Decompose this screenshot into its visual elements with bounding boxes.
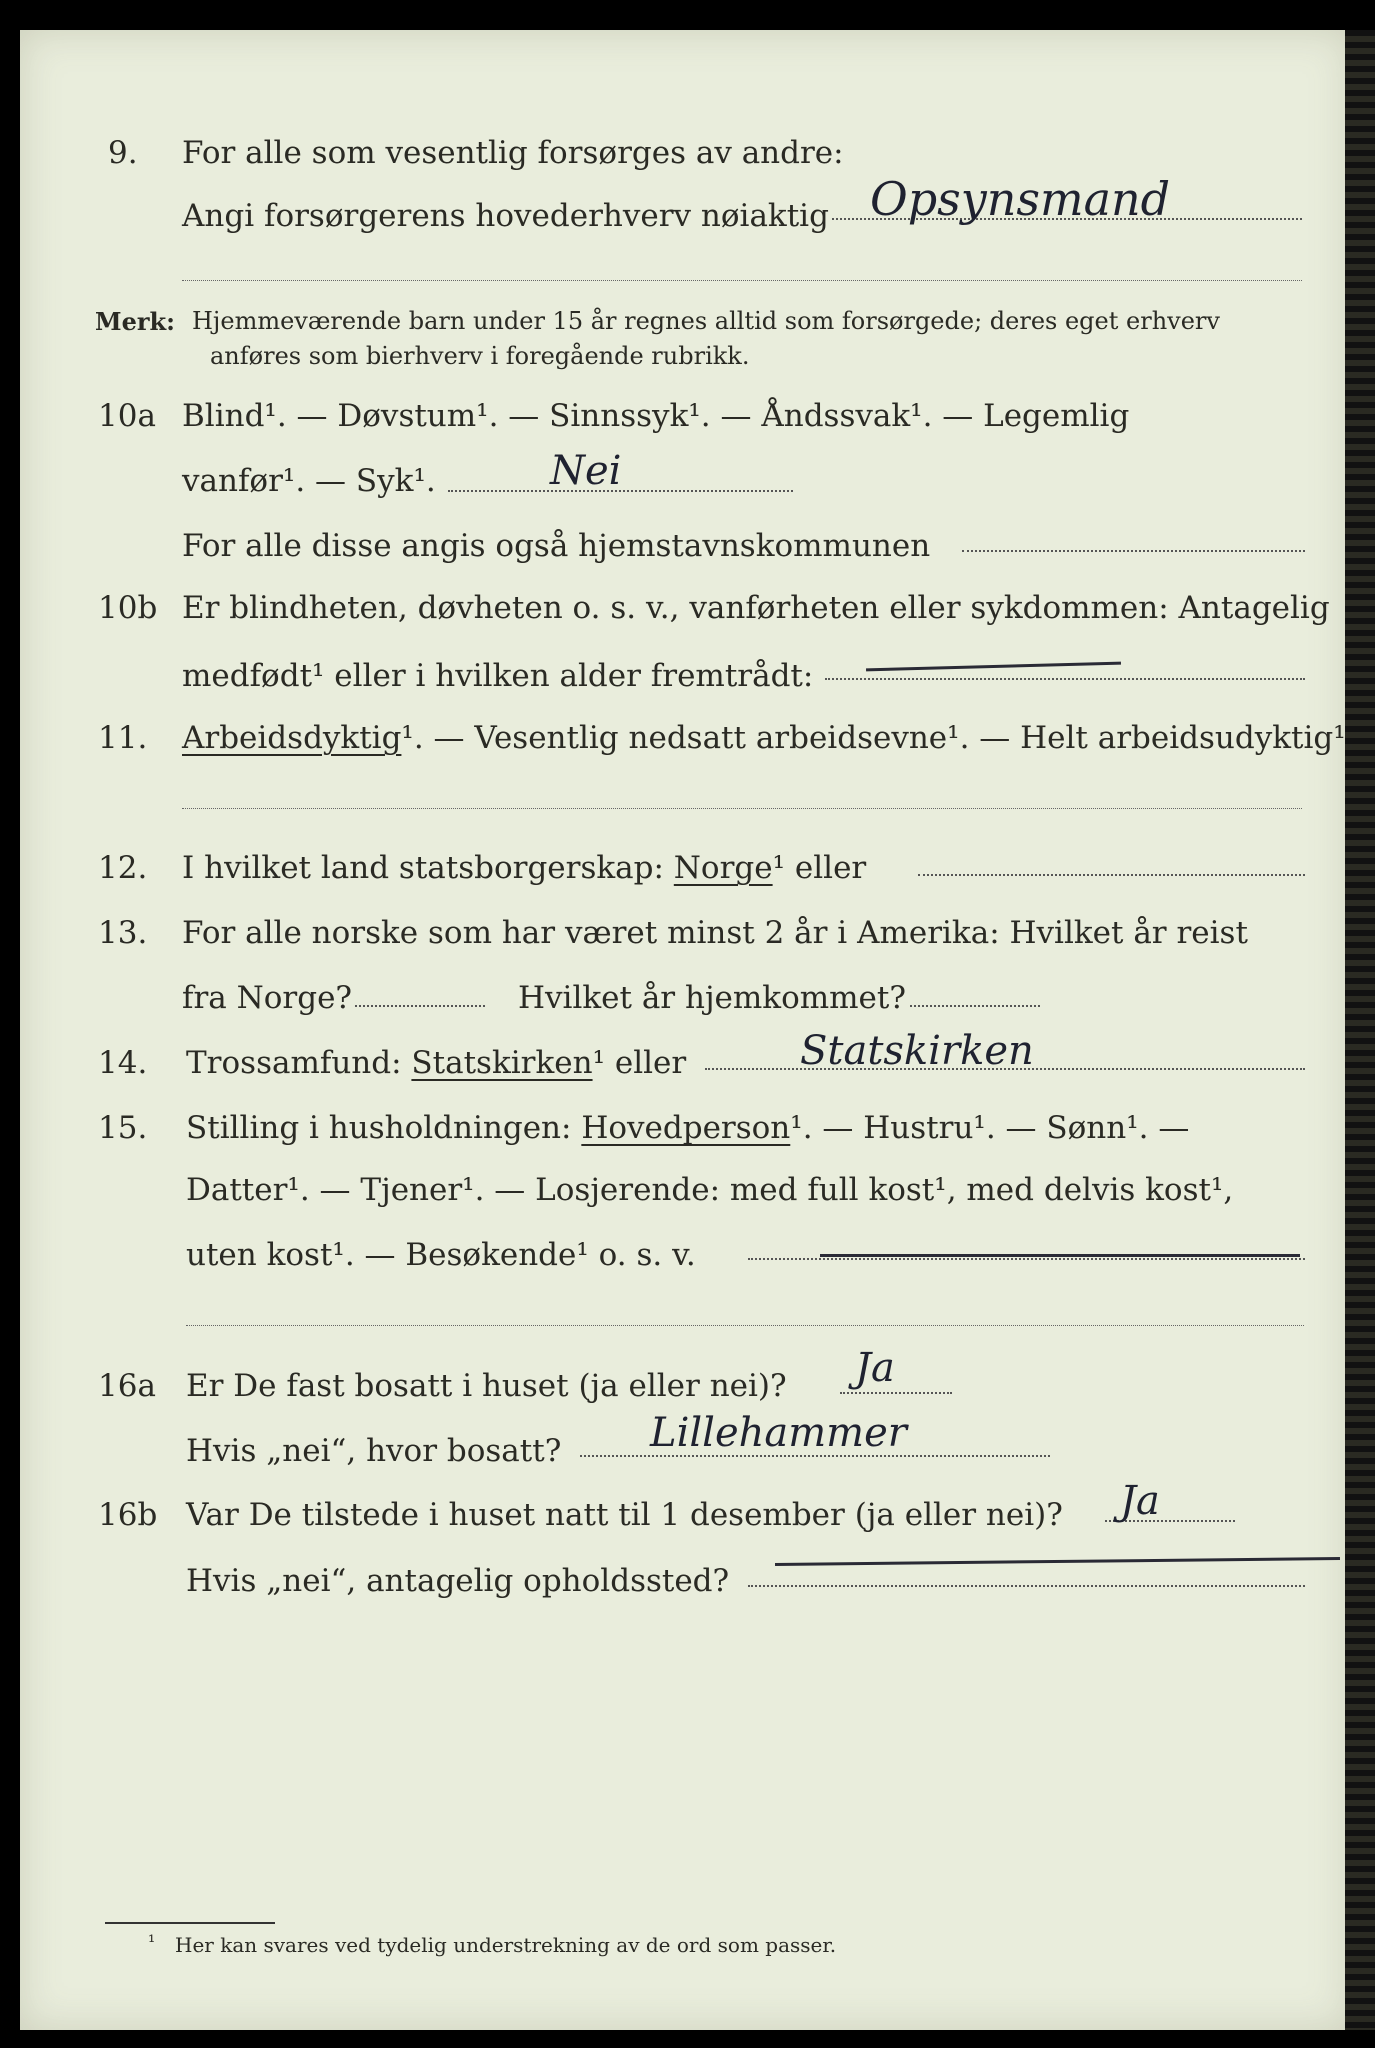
q9-number: 9. [108,135,138,171]
q10b-answer-line [825,678,1305,680]
merk-label: Merk: [95,307,175,336]
q12-question: I hvilket land statsborgerskap: [182,850,664,886]
q10a-number: 10a [98,398,156,434]
footnote-text: Her kan svares ved tydelig understrekning av de ord som passer. [175,1933,837,1957]
q14-number: 14. [98,1045,148,1081]
q11-line [182,720,1356,756]
q9-extra-line [182,280,1302,281]
q16b-answer1: Ja [1120,1478,1160,1524]
q13-hjemkommet-line [910,1005,1040,1007]
q14-answer: Statskirken [800,1028,1034,1074]
q15-hovedperson-underlined: Hovedperson [581,1110,791,1146]
footnote-mark: ¹ [148,1932,156,1953]
q16a-line2: Hvis „nei“, hvor bosatt? [186,1433,562,1469]
page-edge [1345,30,1375,2030]
q12-number: 12. [98,850,148,886]
q16a-line1: Er De fast bosatt i huset (ja eller nei)? [186,1368,787,1404]
q12-norge-underlined: Norge [673,850,773,886]
q16b-number: 16b [98,1497,158,1533]
q9-line1: For alle som vesentlig forsørges av andre: [182,135,844,171]
q12-line [182,850,866,886]
q16b-line2: Hvis „nei“, antagelig opholdssted? [186,1563,730,1599]
q10b-number: 10b [98,590,158,626]
q9-answer: Opsynsmand [870,172,1171,226]
q10a-line1: Blind¹. — Døvstum¹. — Sinnssyk¹. — Åndssvak¹. — Legemlig [182,398,1130,434]
q15-answer-line [748,1258,1305,1260]
q13-reist-line [355,1005,485,1007]
q15-extra-line [186,1325,1304,1326]
q13-line2b: Hvilket år hjemkommet? [518,980,906,1016]
q14-eller: ¹ eller [592,1045,687,1081]
q10b-line1: Er blindheten, døvheten o. s. v., vanførheten eller sykdommen: Antagelig [182,590,1330,626]
merk-line2: anføres som bierhverv i foregående rubrikk. [210,342,750,370]
q16b-line1: Var De tilstede i huset natt til 1 desember (ja eller nei)? [186,1497,1063,1533]
q16a-answer1: Ja [855,1345,895,1391]
q11-rest: ¹. — Vesentlig nedsatt arbeidsevne¹. — Helt arbeidsudyktig¹. [401,720,1356,756]
q13-number: 13. [98,915,148,951]
q10b-line2: medfødt¹ eller i hvilken alder fremtrådt: [182,658,814,694]
q14-label: Trossamfund: [186,1045,402,1081]
q15-line1 [186,1110,1189,1146]
q14-line [186,1045,686,1081]
q11-extra-line [182,808,1302,809]
q16a-answer2: Lillehammer [650,1410,907,1456]
q14-statskirken-underlined: Statskirken [411,1045,593,1081]
q10a-line3-dots [962,550,1305,552]
q9-line2: Angi forsørgerens hovederhverv nøiaktig [182,198,829,234]
q11-arbeidsdyktig-underlined: Arbeidsdyktig [182,720,402,756]
q10a-line3: For alle disse angis også hjemstavnskommunen [182,528,931,564]
q13-line1: For alle norske som har været minst 2 år i Amerika: Hvilket år reist [182,915,1248,951]
q16a-answer1-line [840,1392,952,1394]
q12-eller: ¹ eller [772,850,867,886]
q10a-line2: vanfør¹. — Syk¹. [182,463,436,499]
q15-line2: Datter¹. — Tjener¹. — Losjerende: med full kost¹, med delvis kost¹, [186,1172,1234,1208]
merk-line1: Hjemmeværende barn under 15 år regnes alltid som forsørgede; deres eget erhverv [192,307,1220,335]
q12-answer-line [918,874,1305,876]
q15-label: Stilling i husholdningen: [186,1110,572,1146]
q15-line1-rest: ¹. — Hustru¹. — Sønn¹. — [790,1110,1190,1146]
q16a-number: 16a [98,1368,156,1404]
q10a-answer: Nei [550,448,622,494]
q13-line2a: fra Norge? [182,980,353,1016]
q11-number: 11. [98,720,148,756]
q16b-answer2-line [748,1585,1305,1587]
footnote-rule [105,1922,275,1924]
q15-line3: uten kost¹. — Besøkende¹ o. s. v. [186,1237,696,1273]
q15-dash-stroke [820,1254,1300,1257]
q15-number: 15. [98,1110,148,1146]
